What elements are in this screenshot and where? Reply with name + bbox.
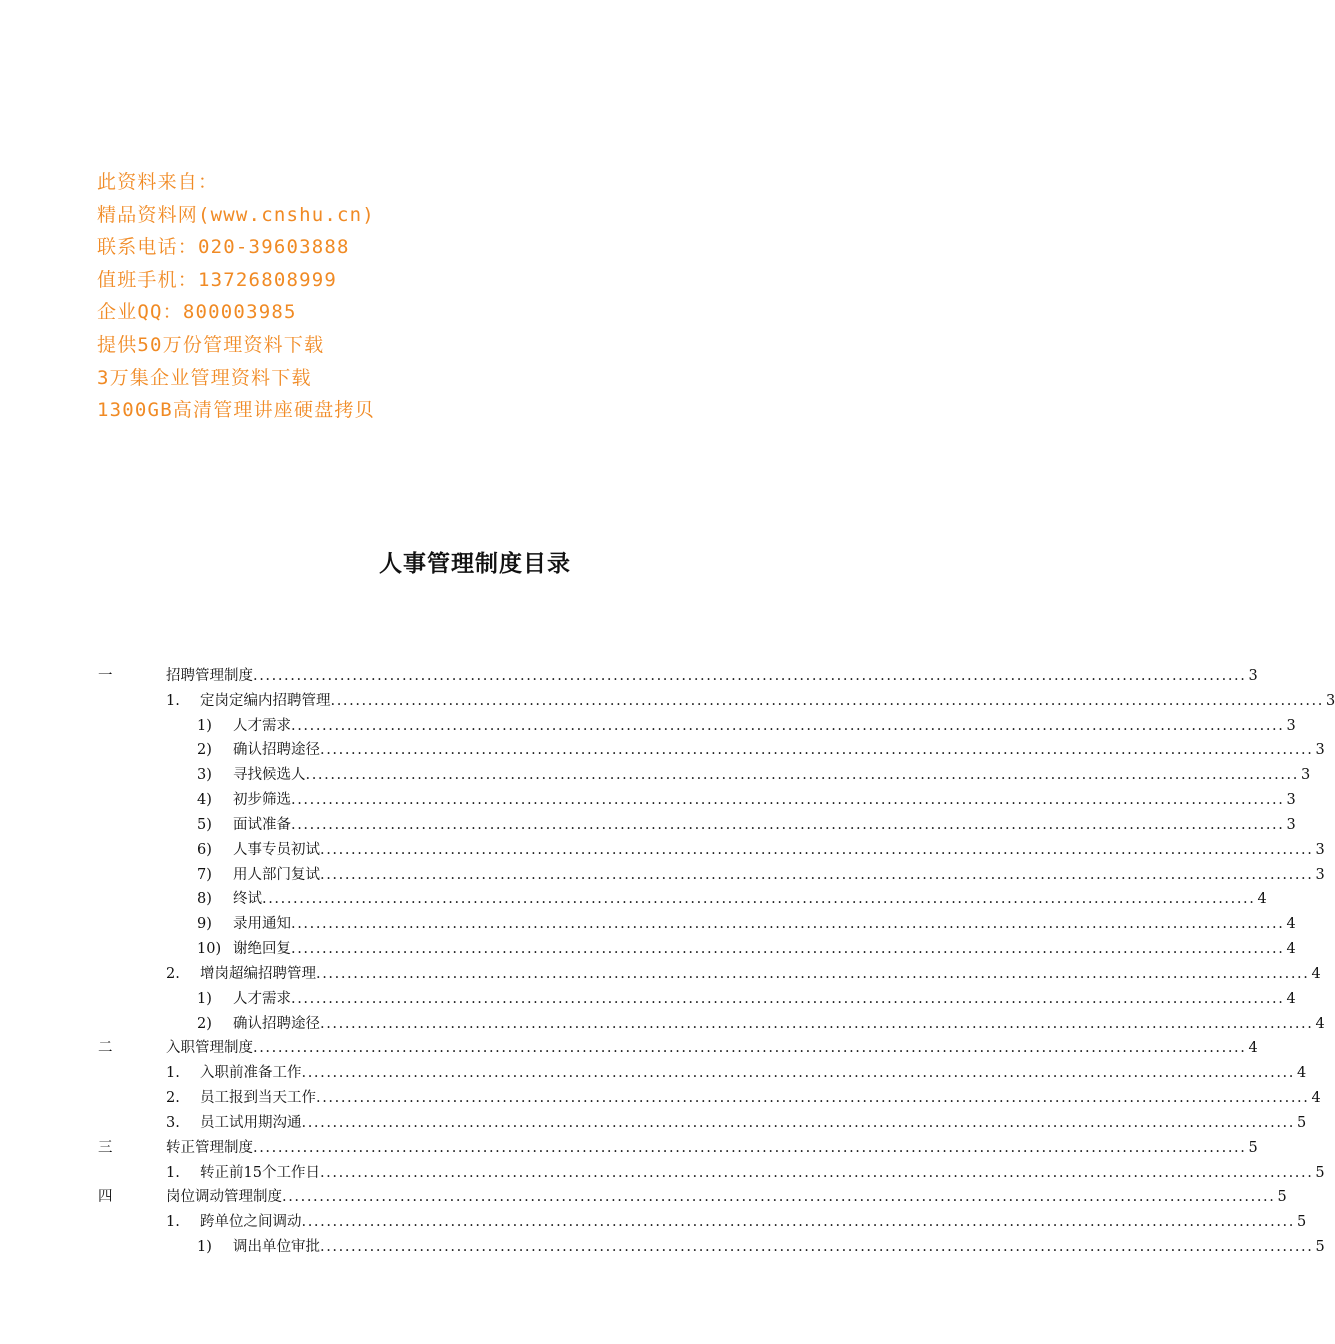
toc-entry (166, 1136, 1258, 1161)
toc-number: 6) (197, 841, 212, 858)
toc-number: 10) (197, 941, 222, 958)
toc-page-number: 4 (1257, 891, 1267, 908)
toc-entry-title: 招聘管理制度 (166, 668, 253, 684)
toc-page-number: 3 (1300, 767, 1311, 784)
toc-entry (166, 1036, 1258, 1061)
toc-entry-title: 人才需求 (233, 717, 291, 734)
toc-entry-title: 谢绝回复 (233, 941, 291, 958)
toc-number: 4) (197, 792, 212, 809)
toc-number: 一 (98, 668, 113, 684)
toc-page-number: 4 (1296, 1065, 1307, 1082)
toc-page-number: 5 (1315, 1239, 1325, 1256)
promo-line-qq: 企业QQ：800003985 (97, 301, 297, 324)
toc-number: 8) (197, 891, 212, 908)
toc-entry (233, 813, 1296, 838)
toc-dot-leader: ................................................................................................................................................................ (282, 1189, 1276, 1206)
toc-dot-leader: ................................................................................................................................................................ (291, 916, 1285, 933)
promo-line-source: 此资料来自： (97, 171, 219, 193)
toc-row[interactable] (0, 1086, 1321, 1111)
toc-dot-leader: ................................................................................................................................................................ (291, 941, 1285, 958)
toc-entry-title: 入职前准备工作 (200, 1065, 302, 1082)
toc-row[interactable] (0, 763, 1311, 788)
toc-page-number: 3 (1248, 668, 1258, 684)
toc-number: 2. (166, 965, 180, 982)
toc-page-number: 3 (1315, 742, 1325, 759)
toc-entry (233, 738, 1325, 763)
toc-row[interactable] (0, 1185, 1287, 1210)
toc-row[interactable] (0, 738, 1325, 763)
promo-line-offer-1: 提供50万份管理资料下载 (97, 333, 325, 356)
toc-row[interactable] (0, 1161, 1325, 1186)
toc-number: 1) (197, 717, 212, 734)
toc-entry (233, 763, 1311, 788)
toc-page-number: 5 (1296, 1114, 1307, 1131)
toc-dot-leader: ................................................................................................................................................................ (253, 1139, 1247, 1156)
toc-row[interactable] (0, 1210, 1307, 1235)
toc-entry (166, 1185, 1287, 1210)
toc-entry-title: 终试 (233, 891, 262, 908)
toc-page-number: 4 (1286, 916, 1296, 933)
toc-page-number: 3 (1286, 792, 1296, 809)
toc-page-number: 4 (1286, 990, 1296, 1007)
toc-page-number: 4 (1315, 1015, 1325, 1032)
toc-row[interactable] (0, 788, 1296, 813)
toc-dot-leader: ................................................................................................................................................................ (301, 1065, 1295, 1082)
toc-number: 5) (197, 816, 212, 833)
toc-entry (233, 788, 1296, 813)
toc-row[interactable] (0, 937, 1296, 962)
toc-dot-leader: ................................................................................................................................................................ (301, 1214, 1295, 1231)
promo-line-mobile: 值班手机：13726808999 (97, 268, 338, 291)
toc-row[interactable] (0, 1136, 1258, 1161)
toc-row[interactable] (0, 863, 1325, 888)
toc-entry-title: 确认招聘途径 (233, 742, 320, 759)
toc-page-number: 3 (1315, 841, 1325, 858)
toc-entry-title: 转正管理制度 (166, 1139, 253, 1156)
toc-entry (233, 887, 1267, 912)
toc-number: 四 (98, 1189, 113, 1206)
promo-line-website: 精品资料网(www.cnshu.cn) (97, 203, 375, 226)
toc-number: 1. (166, 1164, 180, 1181)
toc-entry-title: 岗位调动管理制度 (166, 1189, 282, 1206)
promo-line-phone: 联系电话：020-39603888 (97, 236, 350, 259)
toc-number: 2) (197, 1015, 212, 1032)
toc-entry (233, 714, 1296, 739)
toc-number: 7) (197, 866, 212, 883)
toc-number: 9) (197, 916, 212, 933)
toc-entry (233, 863, 1325, 888)
toc-dot-leader: ................................................................................................................................................................ (291, 717, 1285, 734)
toc-entry (200, 1210, 1307, 1235)
toc-dot-leader: ................................................................................................................................................................ (301, 1114, 1295, 1131)
toc-entry (166, 664, 1258, 689)
toc-number: 1. (166, 1065, 180, 1082)
toc-number: 1) (197, 1239, 212, 1256)
toc-row[interactable] (0, 714, 1296, 739)
toc-entry-title: 初步筛选 (233, 792, 291, 809)
toc-entry-title: 员工试用期沟通 (200, 1114, 302, 1131)
toc-entry (233, 937, 1296, 962)
toc-row[interactable] (0, 689, 1335, 714)
toc-entry (200, 1061, 1307, 1086)
toc-entry (233, 912, 1296, 937)
toc-page-number: 4 (1311, 1090, 1321, 1107)
toc-page-number: 5 (1315, 1164, 1325, 1181)
toc-dot-leader: ................................................................................................................................................................ (320, 742, 1314, 759)
toc-dot-leader: ................................................................................................................................................................ (330, 692, 1324, 709)
toc-dot-leader: ................................................................................................................................................................ (316, 1090, 1310, 1107)
toc-dot-leader: ................................................................................................................................................................ (320, 1015, 1314, 1032)
toc-entry-title: 录用通知 (233, 916, 291, 933)
promo-line-offer-2: 3万集企业管理资料下载 (97, 366, 312, 389)
toc-row[interactable] (0, 1111, 1307, 1136)
toc-dot-leader: ................................................................................................................................................................ (320, 866, 1314, 883)
toc-number: 1. (166, 1214, 180, 1231)
toc-page-number: 3 (1286, 816, 1296, 833)
toc-row[interactable] (0, 987, 1296, 1012)
toc-entry-title: 人才需求 (233, 990, 291, 1007)
toc-page-number: 3 (1286, 717, 1296, 734)
toc-entry-title: 入职管理制度 (166, 1040, 253, 1057)
toc-dot-leader: ................................................................................................................................................................ (291, 792, 1285, 809)
toc-dot-leader: ................................................................................................................................................................ (253, 1040, 1247, 1057)
toc-entry (200, 962, 1321, 987)
toc-entry-title: 转正前15个工作日 (200, 1164, 320, 1181)
toc-entry (200, 1161, 1325, 1186)
toc-entry-title: 员工报到当天工作 (200, 1090, 316, 1107)
toc-number: 二 (98, 1040, 113, 1057)
promo-line-offer-3: 1300GB高清管理讲座硬盘拷贝 (97, 399, 375, 422)
toc-number: 3) (197, 767, 212, 784)
toc-entry (233, 838, 1325, 863)
toc-page-number: 3 (1325, 692, 1335, 709)
toc-entry (233, 987, 1296, 1012)
toc-number: 三 (98, 1139, 113, 1156)
toc-entry-title: 面试准备 (233, 816, 291, 833)
promo-block (97, 166, 517, 427)
toc-row[interactable] (0, 664, 1258, 689)
toc-entry-title: 跨单位之间调动 (200, 1214, 302, 1231)
toc-page-number: 4 (1248, 1040, 1258, 1057)
toc-row[interactable] (0, 1012, 1325, 1037)
toc-dot-leader: ................................................................................................................................................................ (319, 1164, 1314, 1181)
toc-entry (200, 1111, 1307, 1136)
toc-page-number: 5 (1277, 1189, 1287, 1206)
toc-number: 2) (197, 742, 212, 759)
toc-entry-title: 定岗定编内招聘管理 (200, 692, 331, 709)
toc-page-number: 5 (1296, 1214, 1307, 1231)
toc-dot-leader: ................................................................................................................................................................ (253, 668, 1247, 684)
toc-dot-leader: ................................................................................................................................................................ (291, 990, 1285, 1007)
toc-entry-title: 确认招聘途径 (233, 1015, 320, 1032)
toc-number: 3. (166, 1114, 180, 1131)
toc-page-number: 4 (1286, 941, 1296, 958)
toc-entry (233, 1012, 1325, 1037)
toc-row[interactable] (0, 838, 1325, 863)
toc-dot-leader: ................................................................................................................................................................ (305, 767, 1299, 784)
toc-entry-title: 增岗超编招聘管理 (200, 965, 316, 982)
toc-dot-leader: ................................................................................................................................................................ (320, 841, 1314, 858)
toc-row[interactable] (0, 887, 1267, 912)
toc-dot-leader: ................................................................................................................................................................ (316, 965, 1310, 982)
toc-row[interactable] (0, 1235, 1325, 1260)
toc-entry (200, 1086, 1321, 1111)
toc-row[interactable] (0, 1036, 1258, 1061)
toc-number: 1) (197, 990, 212, 1007)
toc-row[interactable] (0, 962, 1321, 987)
toc-entry-title: 用人部门复试 (233, 866, 320, 883)
toc-entry-title: 人事专员初试 (233, 841, 320, 858)
toc-entry (200, 689, 1335, 714)
toc-page-number: 3 (1315, 866, 1325, 883)
toc-dot-leader: ................................................................................................................................................................ (291, 816, 1285, 833)
toc-row[interactable] (0, 912, 1296, 937)
toc-number: 2. (166, 1090, 180, 1107)
toc-entry-title: 寻找候选人 (233, 767, 306, 784)
toc-dot-leader: ................................................................................................................................................................ (262, 891, 1256, 908)
toc-row[interactable] (0, 813, 1296, 838)
toc-number: 1. (166, 692, 180, 709)
toc-entry-title: 调出单位审批 (233, 1239, 320, 1256)
toc-page-number: 4 (1311, 965, 1321, 982)
toc-entry (233, 1235, 1325, 1260)
toc-page-number: 5 (1248, 1139, 1258, 1156)
toc-dot-leader: ................................................................................................................................................................ (320, 1239, 1314, 1256)
table-of-contents (0, 664, 1335, 1260)
document-title: 人事管理制度目录 (379, 551, 571, 577)
toc-row[interactable] (0, 1061, 1307, 1086)
